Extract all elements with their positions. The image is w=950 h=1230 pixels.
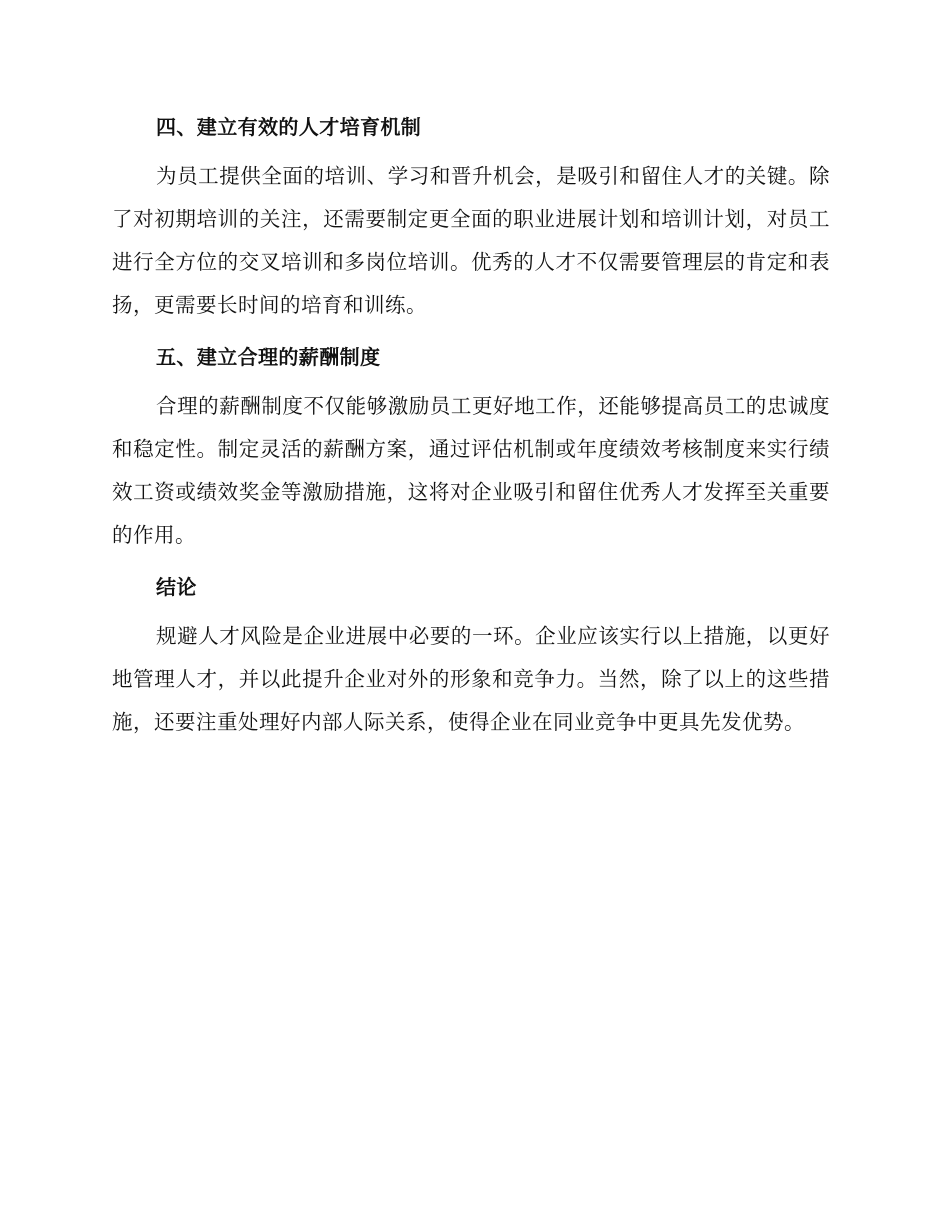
section-paragraph-compensation-system: 合理的薪酬制度不仅能够激励员工更好地工作，还能够提高员工的忠诚度和稳定性。制定灵活的薪酬方案，通过评估机制或年度绩效考核制度来实行绩效工资或绩效奖金等激励措施，这将对企业吸引和留住优秀人才发挥至关重要的作用。 xyxy=(112,394,830,547)
section-heading-talent-cultivation: 四、建立有效的人才培育机制 xyxy=(156,115,422,139)
section-paragraph-talent-cultivation: 为员工提供全面的培训、学习和晋升机会，是吸引和留住人才的关键。除了对初期培训的关注，还需要制定更全面的职业进展计划和培训计划，对员工进行全方位的交叉培训和多岗位培训。优秀的人才不仅需要管理层的肯定和表扬，更需要长时间的培育和训练。 xyxy=(112,164,830,317)
section-paragraph-conclusion: 规避人才风险是企业进展中必要的一环。企业应该实行以上措施，以更好地管理人才，并以此提升企业对外的形象和竞争力。当然，除了以上的这些措施，还要注重处理好内部人际关系，使得企业在同业竞争中更具先发优势。 xyxy=(112,624,830,734)
section-heading-compensation-system: 五、建立合理的薪酬制度 xyxy=(156,345,381,369)
section-heading-conclusion: 结论 xyxy=(156,575,197,599)
document-body xyxy=(112,107,830,744)
